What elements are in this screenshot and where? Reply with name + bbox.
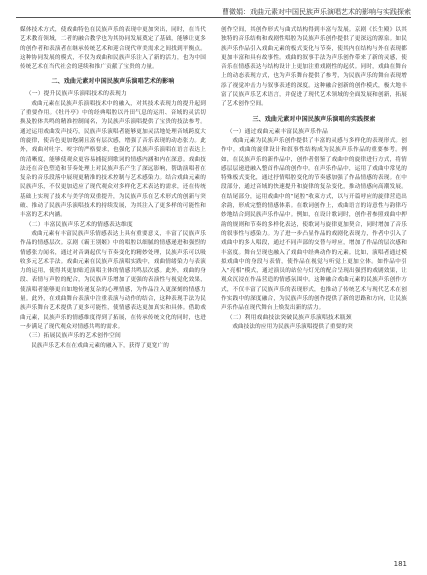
subsection-3-2-paragraph: 戏曲技法的应用为民族声乐演唱提供了重要的突 — [232, 323, 353, 330]
subsection-1-paragraph: 戏曲元素在民族声乐演唱技术中的融入，对其技术表现力的提升起到了重要作用。《牡丹亭》中的经典唱腔以丹田气息的运用、音域的灵活切换及腔体共鸣的精准控制闻名，为民族声乐演唱提供了宝贵的技法参考。通过运用戏曲发声技巧，民族声乐演唱者能够更加灵活地处理音域跨度大的旋律，使音色更加饱满且富有层次感，增强了音乐表现的动态张力。此外，戏曲对吐字、咬字的严格要求，也强化了民族声乐演唱在语言表达上的清晰度，能够使观众更容易捕捉到歌词的情感内涵和内在深意。戏曲技法还在音色塑造和节奏处理上对民族声乐产生了深远影响，帮助演唱者在复杂的音乐段落中展现更精准的技术控制与艺术感染力。结合戏曲元素的民族声乐，不仅更加适应了现代观众对多样化艺术表达的需求，还在传统基础上实现了技术与美学的双重提升，为民族声乐在艺术形式的创新与突破、推动了民族声乐演唱技术的持续发展，为其注入了更多样的可能性和丰富的艺术内涵。 — [20, 100, 206, 219]
subsection-3-2-heading: （二）利用戏曲技法突破民族声乐演唱技术瓶颈 — [226, 314, 352, 321]
subsection-1-heading: （一）提升民族声乐演唱技术的表现力 — [25, 91, 127, 98]
subsection-3-1-heading: （一）通过戏曲元素丰富民族声乐作品 — [226, 128, 328, 135]
subsection-3-paragraph: 民族声乐艺术在在戏曲元素的融入下，获得了更宽广的 — [31, 342, 170, 349]
left-column — [20, 26, 206, 351]
header-rule — [16, 17, 411, 18]
subsection-3-heading: （三）拓展民族声乐的艺术创作空间 — [25, 333, 121, 340]
subsection-2-paragraph: 戏曲元素有丰富民族声乐情感表达上具有重要意义，丰富了民族声乐作品的情感层次。京剧《霸王别姬》中的唱腔以细腻的情感递进和强烈的情感张力闻名，通过对音调起伏与节奏变化的精妙处理，民族声乐可以吸收多元艺术手法。戏曲元素在民族声乐演唱实践中，戏曲情绪染力与表演力的运用，使得其更加贴近演唱主体的情感共鸣层次感。此外，戏曲的身段、表情与声腔的配合，为民族声乐增加了更强的表演性与视觉化效果，使演唱者能够更自如地传递复杂的心理情感，为作品注入更深刻的情感力量。此外，在戏曲舞台表演中注重表演与动作的结合，这种表现手法为民族声乐舞台艺术提供了更多可能性，使情感表达更加真实和具体。借助戏曲元素，民族声乐的情感维度得到了拓展，在传承传统文化的同时，也进一步满足了现代观众对情感共鸣的需求。 — [20, 230, 206, 330]
right-column — [221, 26, 407, 332]
page-number: 181 — [393, 560, 407, 568]
subsection-3-1-paragraph: 戏曲元素为民族声乐创作提供了丰富的灵感与多样化的表现形式。创作中，戏曲的旋律设计和叙事性结构成为民族声乐作品的重要参考。例如，在民族声乐的新作品中，创作者借鉴了戏曲中的旋律进行方式，将情感层层递进融入整首作品的创作中。在声乐作品中，运用了戏曲中常见的特殊板式变化，通过抒情唱腔变化的节奏感加强了作品情感的表现。在中段部分，通过音域的快速提升和旋律的复杂变化，推动情感向高潮发展。在结尾部分，运用戏曲中的“尾腔”收束方式，以与开篇呼应的旋律营造出余韵，形成完整的情感体系。在歌词创作上，戏曲语言的诗意性与韵律巧妙地结合到民族声乐作品中。例如，在设计歌词时，创作者参照戏曲中押韵的规则和节奏的多样化表达，使歌词与旋律更加契合，同时增加了音乐的叙事性与感染力。为了进一步凸显作品的戏剧化表现力，作者中引入了戏曲中的多人唱段，通过不同声部的交替与呼应，增加了作品的层次感和丰富度。舞台呈现也融入了戏曲中经典动作的元素。比如，演唱者通过模拟戏曲中的身段与表情，使作品在视觉与听觉上更加立体。如作品中引入“亮相”模式，通过演员的站位与灯光的配合呈现出强烈的戏剧效果，让观众沉浸在作品营造的情感氛围中。这种融合戏曲元素的民族声乐创作方式，不仅丰富了民族声乐的表现形式，也推动了传统艺术与现代艺术在创作实践中的深度融合，为民族声乐的创作提供了新的思路和方向，让民族声乐作品在现代舞台上焕发出新的活力。 — [221, 137, 407, 312]
continued-paragraph: 创作空间，其创作形式与曲式结构得到丰富与发展。京剧《长生殿》以其独特的音乐结构和戏剧性唱腔为民族声乐创作提供了更深远的源泉。如民族声乐作品引入戏曲元素的板式变化与节奏，使其内在结构与外在表现都更加丰富和具有故事性。戏曲的叙事手法为声乐创作带来了新的灵感，使音乐在情感表达与结构设计上更加注重戏剧性的起伏。同时，戏曲在舞台上的动态表现方式，也为声乐舞台提供了参考，为民族声乐的舞台表现增添了视觉冲击力与叙事表述的深度。这种融合创新的创作模式，极大地丰富了民族声乐艺术语言，并促进了现代艺术领域的全面发展和创新，拓展了艺术创作空间。 — [221, 27, 407, 108]
section-3-heading: 三、戏曲元素对中国民族声乐演唱的实践探索 — [252, 115, 376, 123]
section-2-heading: 二、戏曲元素对中国民族声乐演唱艺术的影响 — [51, 78, 175, 86]
running-header: 曹微娟：戏曲元素对中国民族声乐演唱艺术的影响与实践探索 — [222, 8, 411, 16]
intro-paragraph: 媒体技术方式，使戏曲特色在民族声乐的表现中更加突出，同时，在当代艺术教育领域，二者的融合教学也为其协同发展奠定了基础，能够让更多的创作者和表演者在继承传统艺术和迎合现代审美需求之间找到平衡点。这种协同发展的模式，不仅为戏曲和民族声乐注入了新的活力，也为中国传统艺术在当代社会的延续和推广贡献了宝贵的力量。 — [20, 27, 206, 71]
subsection-2-heading: （二）丰富民族声乐艺术的情感表达维度 — [25, 221, 133, 228]
